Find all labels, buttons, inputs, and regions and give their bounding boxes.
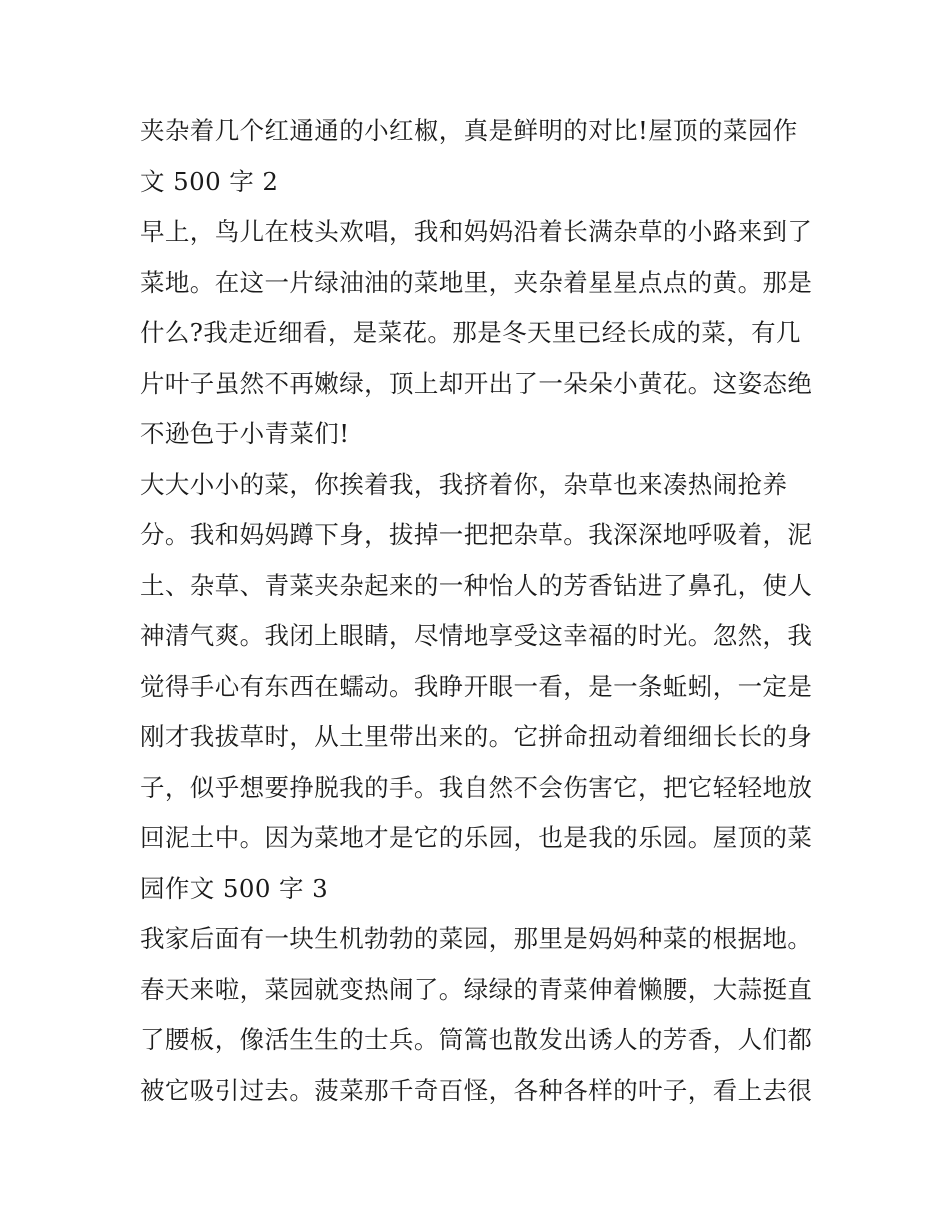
text-line: 分。我和妈妈蹲下身，拔掉一把把杂草。我深深地呼吸着，泥	[140, 520, 813, 549]
text-line: 夹杂着几个红通通的小红椒，真是鲜明的对比!屋顶的菜园作	[140, 116, 798, 145]
text-line: 了腰板，像活生生的士兵。筒篙也散发出诱人的芳香，人们都	[140, 1025, 813, 1054]
text-line: 被它吸引过去。菠菜那千奇百怪，各种各样的叶子，看上去很	[140, 1076, 813, 1105]
text-line: 回泥土中。因为菜地才是它的乐园，也是我的乐园。屋顶的菜	[140, 823, 813, 852]
text-line: 什么?我走近细看，是菜花。那是冬天里已经长成的菜，有几	[140, 318, 801, 347]
text-line: 早上，鸟儿在枝头欢唱，我和妈妈沿着长满杂草的小路来到了	[140, 217, 813, 246]
text-line: 觉得手心有东西在蠕动。我睁开眼一看，是一条蚯蚓，一定是	[140, 672, 813, 701]
text-line: 春天来啦，菜园就变热闹了。绿绿的青菜伸着懒腰，大蒜挺直	[140, 975, 813, 1004]
text-line: 片叶子虽然不再嫩绿，顶上却开出了一朵朵小黄花。这姿态绝	[140, 369, 813, 398]
section-heading-line: 文 500 字 2	[140, 167, 279, 196]
text-line: 大大小小的菜，你挨着我，我挤着你，杂草也来凑热闹抢养	[140, 470, 788, 499]
text-line: 刚才我拔草时，从土里带出来的。它拼命扭动着细细长长的身	[140, 722, 813, 751]
text-line: 菜地。在这一片绿油油的菜地里，夹杂着星星点点的黄。那是	[140, 268, 813, 297]
section-heading-line: 园作文 500 字 3	[140, 874, 329, 903]
text-line: 土、杂草、青菜夹杂起来的一种怡人的芳香钻进了鼻孔，使人	[140, 571, 813, 600]
text-line: 子，似乎想要挣脱我的手。我自然不会伤害它，把它轻轻地放	[140, 773, 813, 802]
text-line: 神清气爽。我闭上眼睛，尽情地享受这幸福的时光。忽然，我	[140, 621, 813, 650]
text-line: 不逊色于小青菜们!	[140, 419, 350, 448]
text-line: 我家后面有一块生机勃勃的菜园，那里是妈妈种菜的根据地。	[140, 924, 813, 953]
